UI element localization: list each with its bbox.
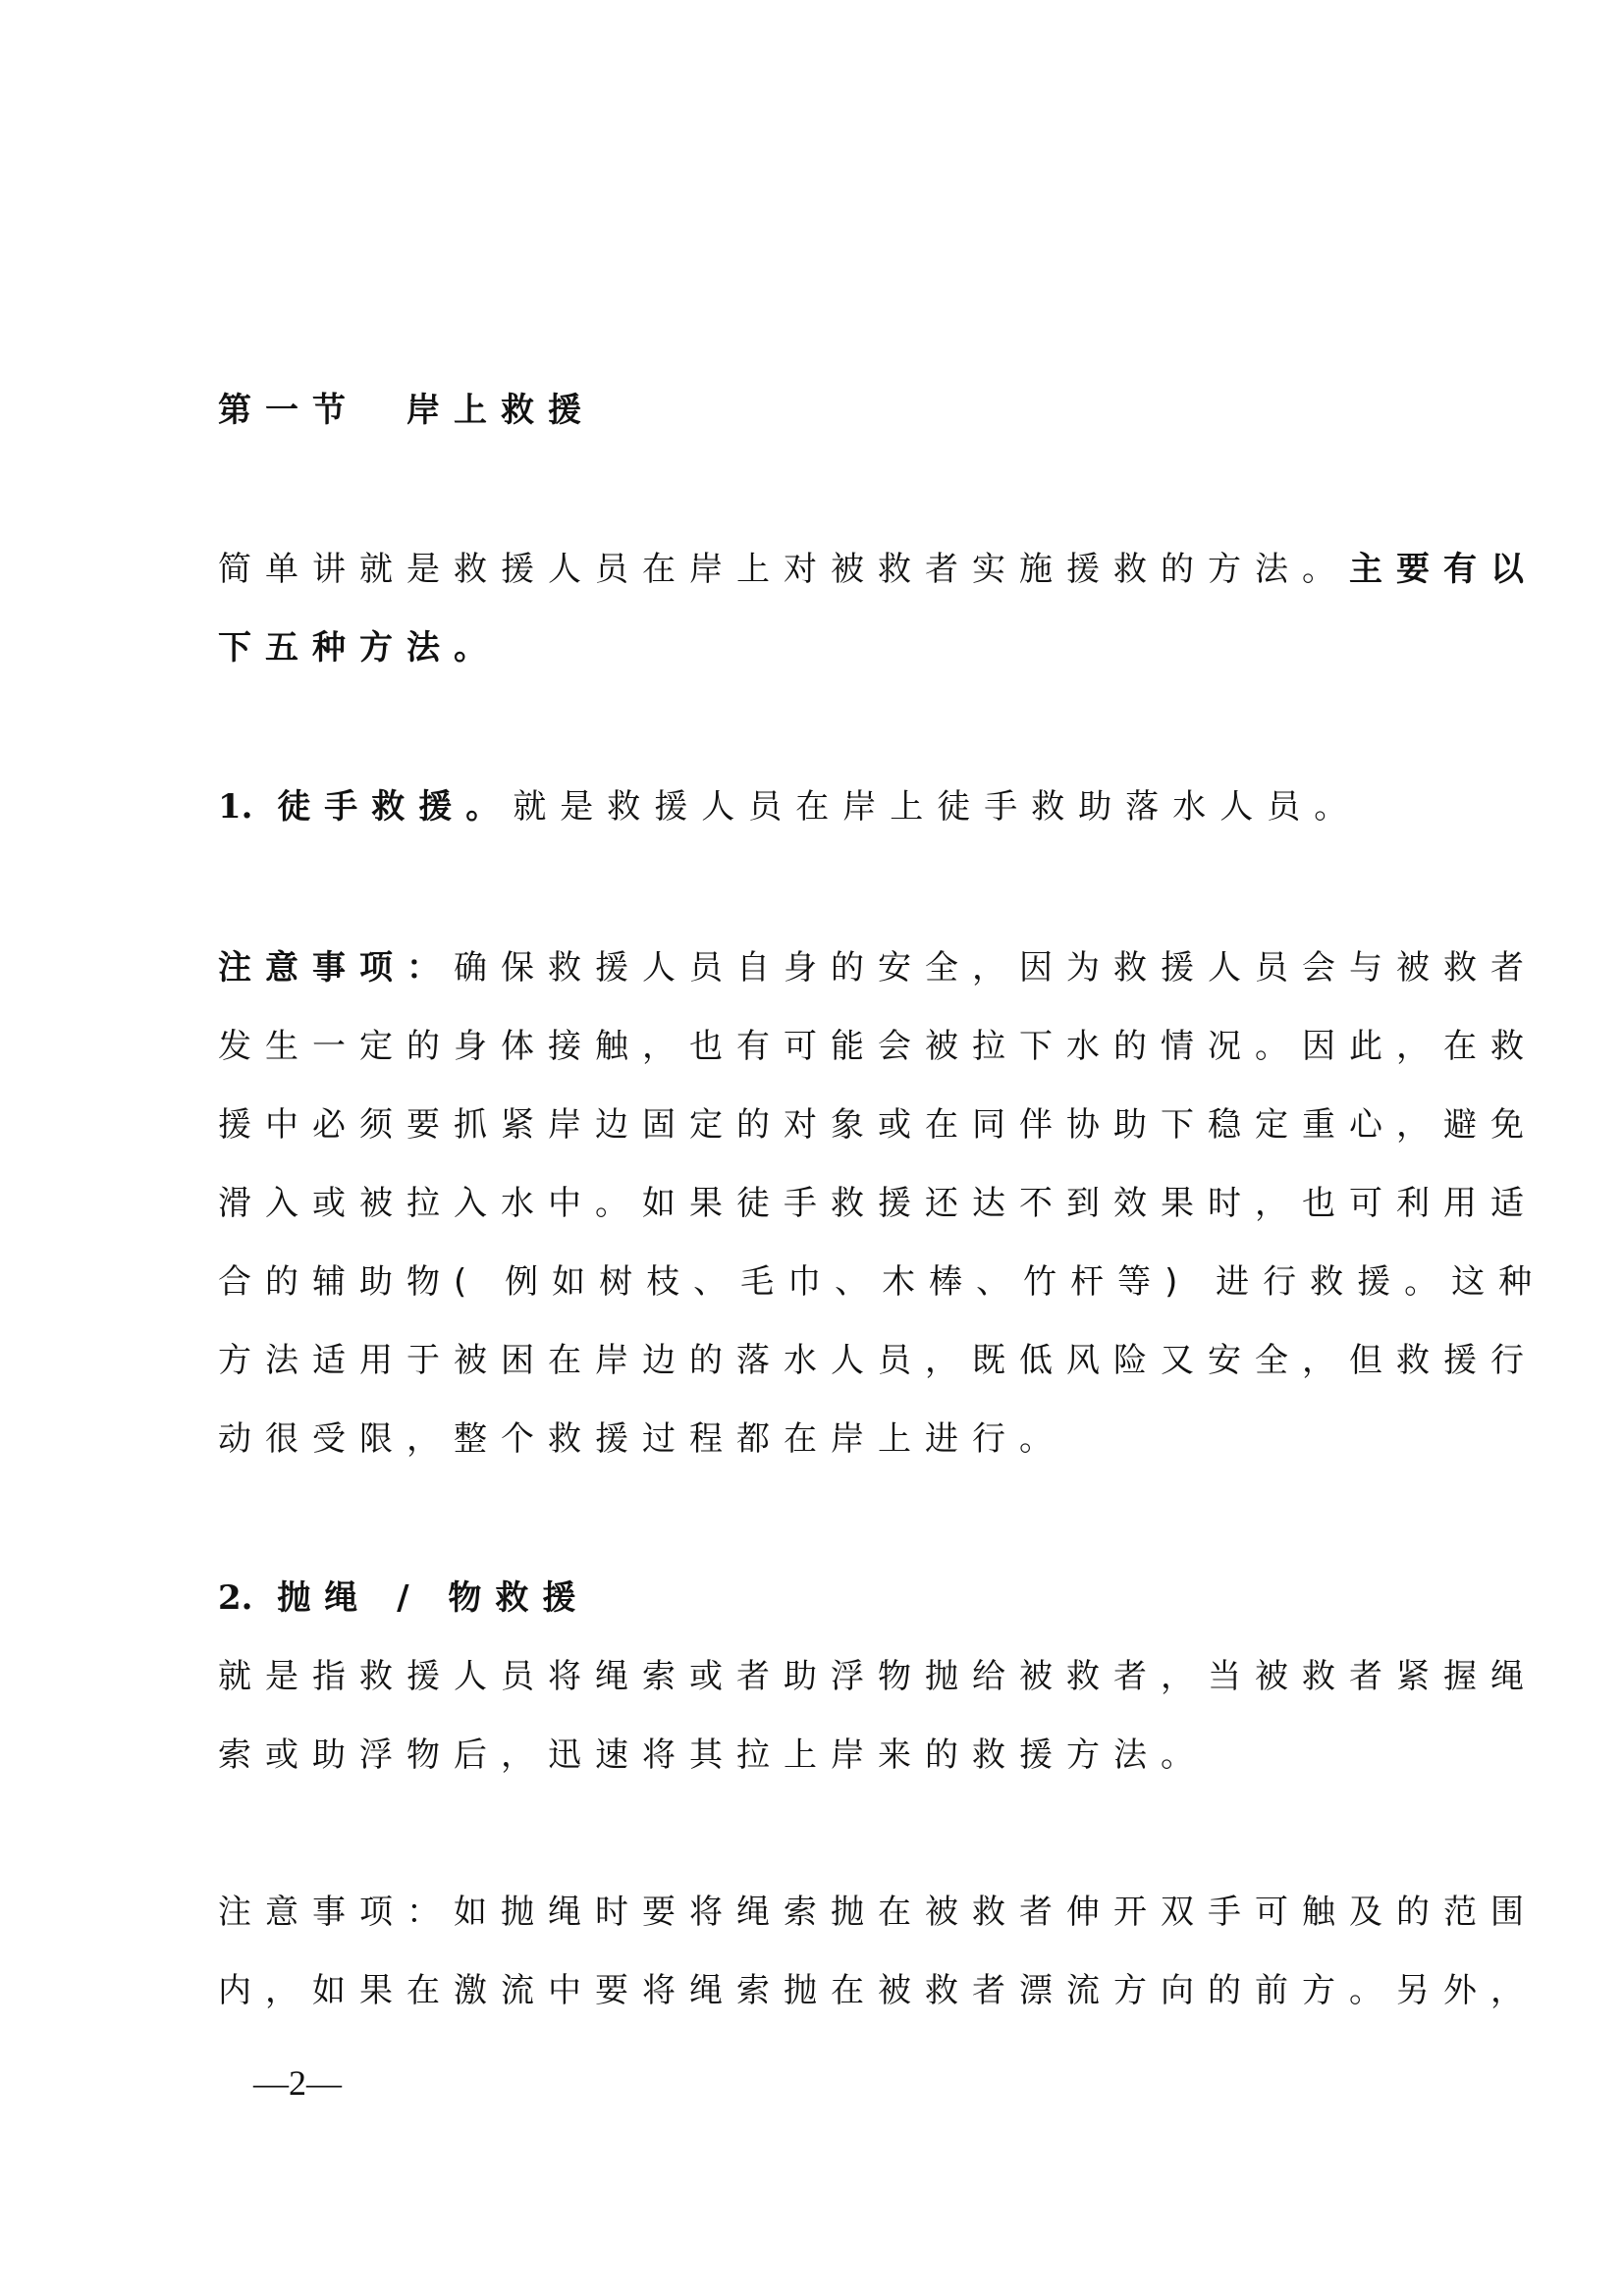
note-1-line-1 [218, 946, 1538, 989]
note-1-line-4: 滑入或被拉入水中。如果徒手救援还达不到效果时，也可利用适 [218, 1184, 1538, 1223]
note-1-line-3: 援中必须要抓紧岸边固定的对象或在同伴协助下稳定重心，避免 [218, 1105, 1538, 1145]
page-number: —2— [253, 2063, 342, 2103]
note-1-line-5: 合的辅助物( 例如树枝、毛巾、木棒、竹杆等) 进行救援。这种 [218, 1262, 1546, 1302]
item-1-number: 1. [218, 787, 253, 827]
note-1-label: 注意事项： [218, 948, 454, 988]
item-2-title: 抛绳 / 物救援 [277, 1578, 590, 1618]
note-1-text: 确保救援人员自身的安全，因为救援人员会与被救者 [454, 948, 1538, 988]
note-1-line-2: 发生一定的身体接触，也有可能会被拉下水的情况。因此，在救 [218, 1027, 1538, 1066]
intro-text: 简单讲就是救援人员在岸上对被救者实施援救的方法。 [218, 550, 1349, 589]
item-2-heading [218, 1576, 1435, 1620]
intro-line-2: 下五种方法。 [218, 628, 501, 667]
item-1-text: 就是救援人员在岸上徒手救助落水人员。 [513, 787, 1362, 827]
item-1-title: 徒手救援。 [277, 787, 514, 827]
item-1 [218, 785, 1435, 828]
item-2-line-2: 索或助浮物后，迅速将其拉上岸来的救援方法。 [218, 1735, 1208, 1775]
note-2-line-2: 内，如果在激流中要将绳索抛在被救者漂流方向的前方。另外， [218, 1971, 1538, 2010]
note-2-line-1: 注意事项：如抛绳时要将绳索抛在被救者伸开双手可触及的范围 [218, 1893, 1538, 1932]
intro-bold-text: 主要有以 [1349, 550, 1538, 589]
note-1-line-6: 方法适用于被困在岸边的落水人员，既低风险又安全，但救援行 [218, 1341, 1538, 1380]
item-2-number: 2. [218, 1578, 253, 1618]
item-2-line-1: 就是指救援人员将绳索或者助浮物抛给被救者，当被救者紧握绳 [218, 1657, 1538, 1696]
intro-line-1 [218, 548, 1538, 591]
section-title: 第一节 岸上救援 [218, 391, 595, 430]
note-1-line-7: 动很受限，整个救援过程都在岸上进行。 [218, 1419, 1066, 1459]
